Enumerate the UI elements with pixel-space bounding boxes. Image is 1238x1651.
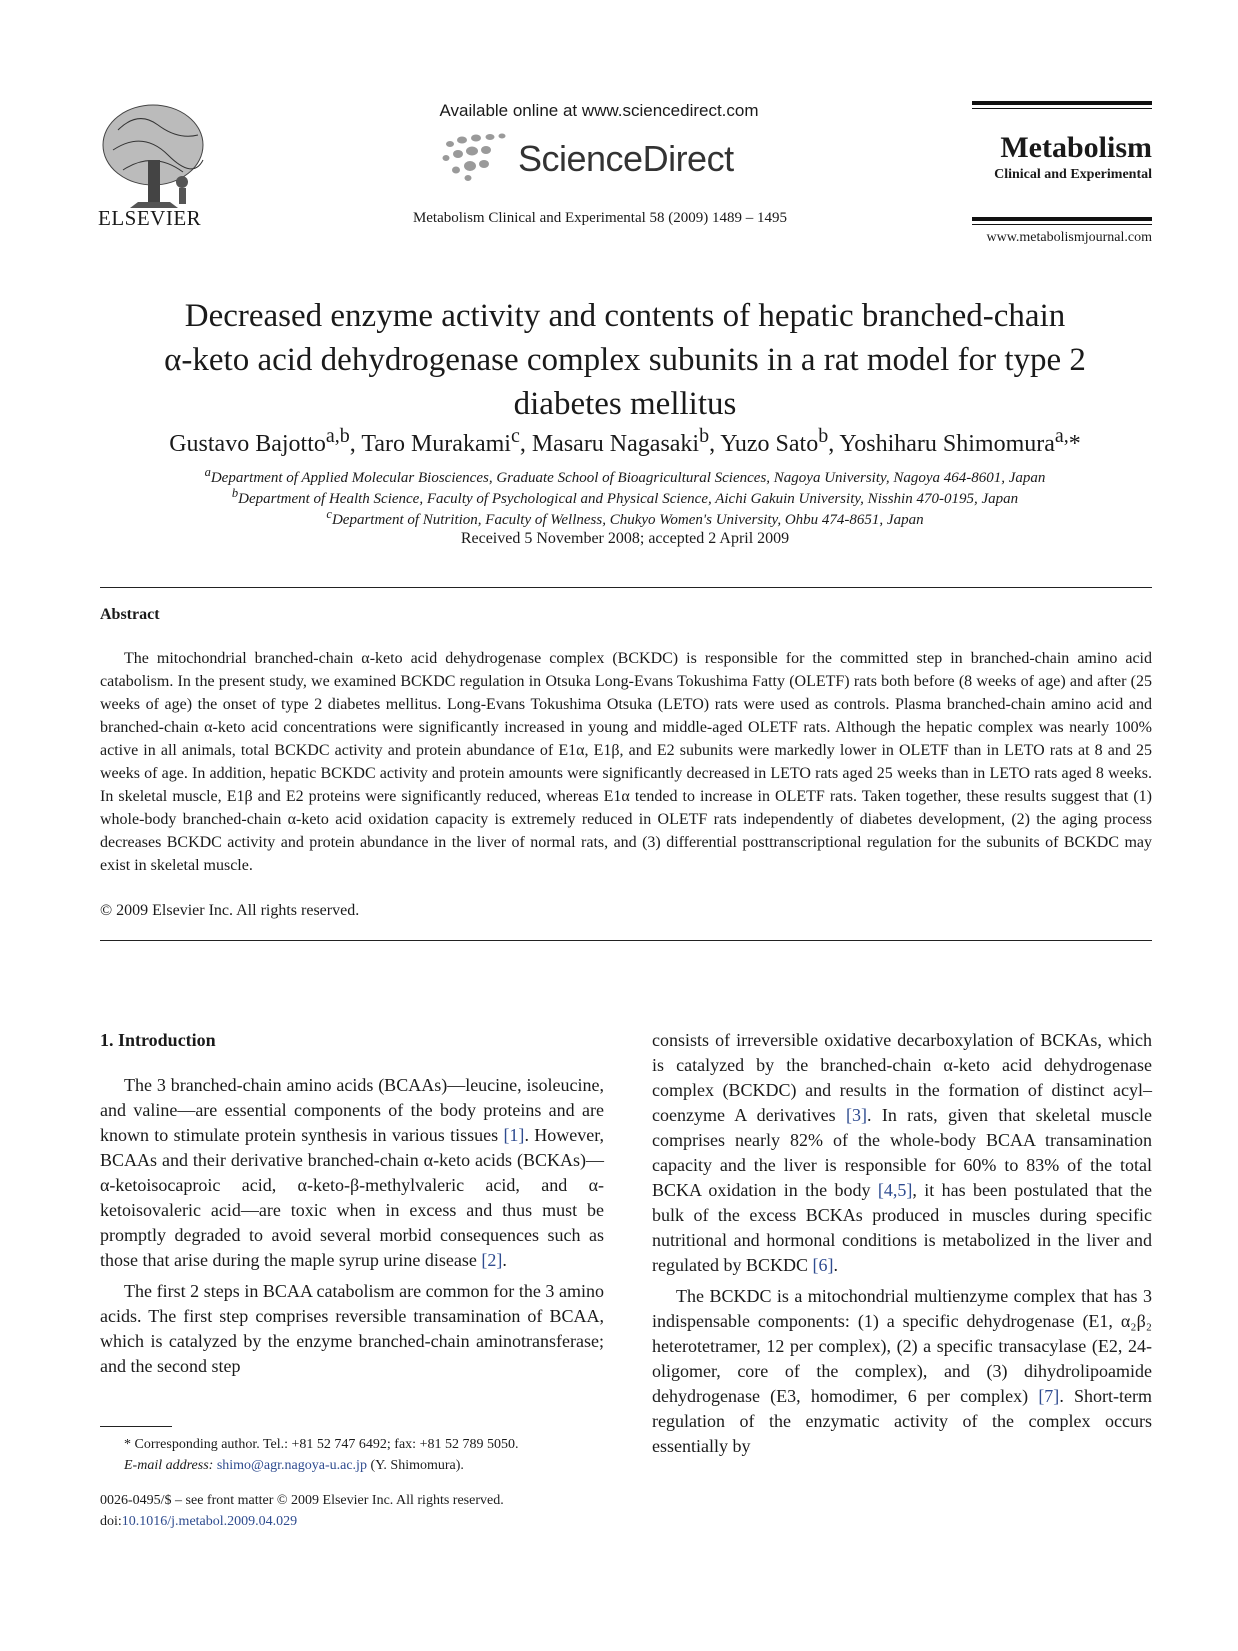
citation-link[interactable]: [1]: [503, 1125, 525, 1145]
author-affiliation-sup: a,b: [325, 425, 350, 447]
affiliation-text: Department of Nutrition, Faculty of Wellness, Chukyo Women's University, Ohbu 474-8651, Japan: [331, 512, 924, 528]
affiliation-sup: c: [326, 507, 332, 521]
text-run: .: [833, 1255, 838, 1275]
masthead-rule-top-thick: [972, 101, 1152, 105]
masthead-subtitle: Clinical and Experimental: [994, 167, 1152, 182]
doi-label: doi:: [100, 1514, 122, 1529]
author-affiliation-sup: c: [510, 425, 520, 447]
text-run: , it has been postulated that the bulk of the excess BCKAs produced in muscles during specific nutritional and hormonal conditions is metabolized in the liver and regulated by BCKDC: [652, 1180, 1152, 1275]
text-run: .: [502, 1250, 507, 1270]
abstract-top-rule: [100, 587, 1152, 588]
affiliation-sup: b: [231, 486, 239, 500]
author-name: Taro Murakami: [361, 431, 511, 457]
author-name: Masaru Nagasaki: [531, 431, 700, 457]
text-run: The BCKDC is a mitochondrial multienzyme complex that has 3 indispensable components: (1) a specific dehydrogenase (E1, α₂β₂ heterotetramer, 12 per complex), (2) a specific transacylase (E2, 24-oligomer, core of the complex), and (3) dihydrolipoamide dehydrogenase (E3, homodimer, 6 per complex): [652, 1286, 1152, 1406]
text-run: consists of irreversible oxidative decarboxylation of BCKAs, which is catalyzed by the branched-chain α-keto acid dehydrogenase complex (BCKDC) and results in the formation of distinct acyl–coenzyme A derivatives: [652, 1030, 1152, 1125]
affiliation-text: Department of Applied Molecular Biosciences, Graduate School of Bioagricultural Sciences, Nagoya University, Nagoya 464-8601, Japan: [210, 470, 1046, 486]
title-line: diabetes mellitus: [513, 386, 737, 422]
text-run: . Short-term regulation of the enzymatic activity of the complex occurs essentially by: [652, 1386, 1152, 1456]
left-column: [100, 1073, 604, 1385]
paragraph: The first 2 steps in BCAA catabolism are common for the 3 amino acids. The first step comprises reversible transamination of BCAA, which is catalyzed by the enzyme branched-chain aminotransferase; and the second step: [100, 1281, 604, 1376]
text-run: . However, BCAAs and their derivative branched-chain α-keto acids (BCKAs)—α-ketoisocaproic acid, α-keto-β-methylvaleric acid, and α-ketoisovaleric acid—are toxic when in excess and thus must be promptly degraded to avoid several morbid consequences such as those that arise during the maple syrup urine disease: [100, 1125, 604, 1270]
footnote-email-line: [124, 1455, 604, 1476]
author-affiliation-sup: a,: [1054, 425, 1069, 447]
issn-doi-block: [100, 1490, 620, 1532]
author-name: Yoshiharu Shimomura: [839, 431, 1055, 457]
author-separator: ,: [519, 431, 532, 457]
affiliation: [98, 465, 1152, 487]
paragraph: [652, 1284, 1152, 1459]
title-line: α-keto acid dehydrogenase complex subunits in a rat model for type 2: [164, 342, 1086, 378]
author-affiliation-sup: b: [818, 425, 829, 447]
available-online-text: Available online at www.sciencedirect.com: [439, 101, 759, 120]
footnote-rule: [100, 1426, 172, 1427]
article-title: [98, 294, 1152, 426]
footnote-contact: * Corresponding author. Tel.: +81 52 747 6492; fax: +81 52 789 5050.: [124, 1437, 519, 1452]
paragraph: [100, 1073, 604, 1273]
author-list: [98, 425, 1152, 458]
author-separator: ,: [709, 431, 721, 457]
masthead-rule-top-thin: [972, 108, 1152, 109]
author-name: Yuzo Sato: [720, 431, 819, 457]
email-link[interactable]: shimo@agr.nagoya-u.ac.jp: [216, 1458, 367, 1473]
citation-link[interactable]: [6]: [812, 1255, 834, 1275]
affiliation: [98, 486, 1152, 508]
masthead-rule-bottom-thick: [972, 217, 1152, 221]
masthead-rule-bottom-thin: [972, 224, 1152, 225]
affiliation-text: Department of Health Science, Faculty of Psychological and Physical Science, Aichi Gakuin University, Nisshin 470-0195, Japan: [238, 491, 1019, 507]
corresponding-author-footnote: [100, 1434, 604, 1476]
section-heading-introduction: 1. Introduction: [100, 1030, 216, 1050]
issn-line: 0026-0495/$ – see front matter © 2009 Elsevier Inc. All rights reserved.: [100, 1493, 504, 1508]
doi-line: [100, 1511, 620, 1532]
journal-citation-line: Metabolism Clinical and Experimental 58 (2009) 1489 – 1495: [412, 210, 788, 226]
affiliation-sup: a: [204, 465, 211, 479]
abstract-text: The mitochondrial branched-chain α-keto acid dehydrogenase complex (BCKDC) is responsible for the committed step in branched-chain amino acid catabolism. In the present study, we examined BCKDC regulation in Otsuka Long-Evans Tokushima Fatty (OLETF) rats both before (8 weeks of age) and after (25 weeks of age) the onset of type 2 diabetes mellitus. Long-Evans Tokushima Otsuka (LETO) rats were used as controls. Plasma branched-chain amino acid and branched-chain α-keto acid concentrations were significantly increased in young and middle-aged OLETF rats. Although the hepatic complex was nearly 100% active in all animals, total BCKDC activity and protein abundance of E1α, E1β, and E2 subunits were markedly lower in OLETF than in LETO rats at 8 and 25 weeks of age. In addition, hepatic BCKDC activity and protein amounts were significantly decreased in LETO rats aged 25 weeks than in LETO rats aged 8 weeks. In skeletal muscle, E1β and E2 proteins were significantly reduced, whereas E1α tended to increase in OLETF rats. Taken together, these results suggest that (1) whole-body branched-chain α-keto acid oxidation capacity is extremely reduced in OLETF rats independently of diabetes development, (2) the aging process decreases BCKDC activity and protein abundance in the liver of normal rats, and (3) differential posttranscriptional regulation for the subunits of BCKDC may exist in skeletal muscle.: [100, 650, 1152, 874]
citation-link[interactable]: [4,5]: [877, 1180, 913, 1200]
text-run: The 3 branched-chain amino acids (BCAAs)—leucine, isoleucine, and valine—are essential components of the body proteins and are known to stimulate protein synthesis in various tissues: [100, 1075, 604, 1145]
doi-link[interactable]: 10.1016/j.metabol.2009.04.029: [121, 1514, 298, 1529]
citation-link[interactable]: [7]: [1038, 1386, 1060, 1406]
publisher-name: ELSEVIER: [98, 206, 202, 230]
corresponding-author-mark: *: [1068, 431, 1081, 457]
abstract-copyright: © 2009 Elsevier Inc. All rights reserved.: [100, 902, 360, 919]
right-column: [652, 1028, 1152, 1465]
sciencedirect-wordmark: ScienceDirect: [518, 138, 734, 179]
author-separator: ,: [828, 431, 840, 457]
citation-link[interactable]: [3]: [845, 1105, 867, 1125]
author-name: Gustavo Bajotto: [169, 431, 326, 457]
email-owner: (Y. Shimomura).: [366, 1458, 464, 1473]
paragraph: [652, 1028, 1152, 1278]
masthead-title: Metabolism: [1000, 131, 1152, 164]
received-dates: Received 5 November 2008; accepted 2 April 2009: [460, 530, 790, 547]
abstract-heading: Abstract: [100, 606, 160, 623]
journal-url[interactable]: www.metabolismjournal.com: [986, 230, 1152, 245]
sciencedirect-dots-icon: [440, 130, 520, 182]
author-separator: ,: [349, 431, 362, 457]
citation-link[interactable]: [2]: [481, 1250, 503, 1270]
affiliation: [98, 507, 1152, 529]
abstract-bottom-rule: [100, 940, 1152, 941]
text-run: . In rats, given that skeletal muscle comprises nearly 82% of the whole-body BCAA transamination capacity and the liver is responsible for 60% to 83% of the total BCKA oxidation in the body: [652, 1105, 1152, 1200]
email-label: E-mail address:: [124, 1458, 214, 1473]
title-line: Decreased enzyme activity and contents of hepatic branched-chain: [184, 298, 1066, 334]
author-affiliation-sup: b: [699, 425, 710, 447]
